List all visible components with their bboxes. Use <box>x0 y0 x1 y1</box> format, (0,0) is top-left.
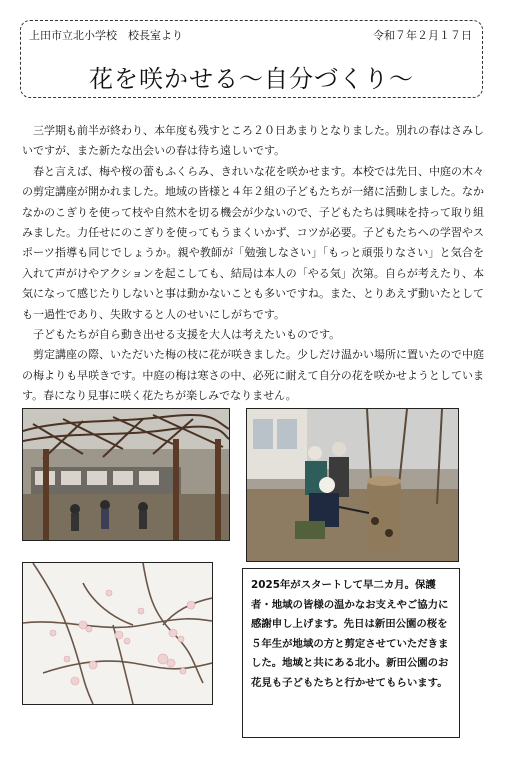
school-name: 上田市立北小学校 校長室より <box>29 29 183 42</box>
photo-courtyard-image <box>23 409 229 540</box>
body-text <box>22 121 484 407</box>
photo-plum-blossoms <box>22 562 213 705</box>
paragraph: 三学期も前半が終わり、本年度も残すところ２０日あまりとなりました。別れの春はさみしいですが、また新たな出会いの春は待ち遠しいです。 <box>22 124 484 158</box>
page-title: 花を咲かせる～自分づくり～ <box>89 65 414 93</box>
paragraph: 春と言えば、梅や桜の蕾もふくらみ、きれいな花を咲かせます。本校では先日、中庭の木々の剪定講座が開かれました。地域の皆様と４年２組の子どもたちが一緒に活動しました。なかなかのこぎりを使って枝や自然木を切る機会が少ないので、子どもたちは興味を持って取り組みました。力任せにのこぎりを使ってもうまくいかず、コツが必要。子どもたちへの学習やスポーツ指導も同じでしょうか。親や教師が「勉強しなさい」「もっと頑張りなさい」と気合を入れて声がけやアクションを起こしても、結局は本人の「やる気」次第。自らが考えたり、本気になって感じたりしないと事は動かないことも多いですね。また、とりあえず動いたとしても一過性であり、失敗すると人のせいにしがちです。 <box>22 164 484 321</box>
photo-pruning-workshop <box>246 408 459 562</box>
caption-box <box>242 568 460 738</box>
header-box <box>20 20 483 98</box>
paragraph: 子どもたちが自ら動き出せる支援を大人は考えたいものです。 <box>33 328 341 342</box>
paragraph: 剪定講座の際、いただいた梅の枝に花が咲きました。少しだけ温かい場所に置いたので中庭の梅よりも早咲きです。中庭の梅は寒さの中、必死に耐えて自分の花を咲かせようとしています。春になり見事に咲く花たちが楽しみでなりません。 <box>22 348 484 403</box>
photo-workshop-image <box>247 409 458 561</box>
photo-plum-blossoms-image <box>23 563 212 704</box>
caption-text: 2025年がスタートして早二カ月。保護者・地域の皆様の温かなお支えやご協力に感謝申し上げます。先日は新田公園の桜を５年生が地域の方と剪定させていただきました。地域と共にある北小。新田公園のお花見も子どもたちと行かせてもらいます。 <box>251 579 449 689</box>
issue-date: 令和７年２月１７日 <box>373 29 472 42</box>
photo-courtyard-trellis <box>22 408 230 541</box>
